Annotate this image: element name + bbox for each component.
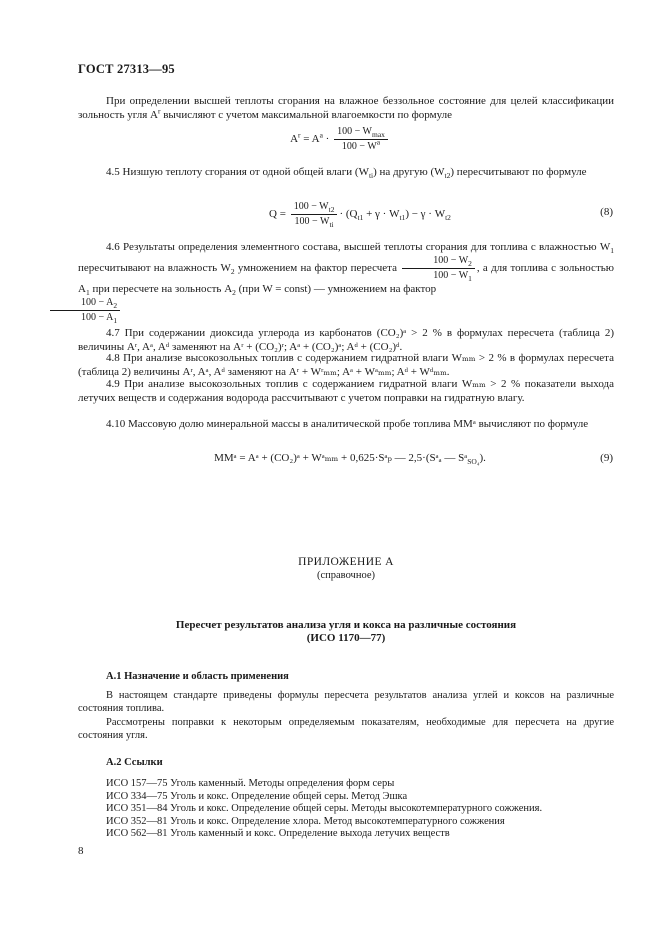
standard-header: ГОСТ 27313—95: [78, 62, 175, 76]
section-a2-title: А.2 Ссылки: [106, 757, 163, 768]
references-list: [106, 778, 542, 841]
formula-8: Q = $\frac{100 - W_{t2}}{100 - W_{ti}}$ · $(Q_{t1} + \gamma \cdot W_{t1}) - \gamma \cdot W_{t2}$: [269, 201, 451, 229]
paragraph-4-8: 4.8 При анализе высокозольных топлив с содержанием гидратной влаги Wₘₘ > 2 % в формулах пересчета (таблица 2) величины Aʳ, Aᵃ, Aᵈ заменяют на Aʳ + Wʳₘₘ; Aᵃ + Wᵃₘₘ; Aᵈ + Wᵈₘₘ.: [78, 352, 614, 378]
appendix-heading-iso: (ИСО 1170—77): [306, 632, 386, 644]
appendix-title: ПРИЛОЖЕНИЕ А: [298, 556, 394, 568]
intro-paragraph: При определении высшей теплоты сгорания на влажное беззольное состояние для целей классификации зольность угля $A^r$ вычисляют с учетом максимальной влагоемкости по формуле: [78, 95, 614, 121]
section-a1-title: А.1 Назначение и область применения: [106, 671, 289, 682]
reference-item: ИСО 352—81 Уголь и кокс. Определение хлора. Метод высокотемпературного сожжения: [106, 815, 505, 827]
paragraph-4-6: 4.6 Результаты определения элементного состава, высшей теплоты сгорания для топлива с влажностью $W_1$ пересчитывают на влажность $W_2$ умножением на фактор пересчета $\frac{100 - W_2}{100 - W_1}$ , а для топлива с зольностью $A_1$ при пересчете на зольность $A_2$ (при W = const) — умножением на фактор $\frac{100 - A_2}{100 - A_1}$: [78, 240, 614, 324]
page-number: 8: [78, 845, 84, 857]
paragraph-4-5: 4.5 Низшую теплоту сгорания от одной общей влаги $(W_{ti})$ на другую $(W_{t2})$ пересчитывают по формуле: [106, 166, 587, 181]
equation-number-9: (9): [600, 452, 613, 464]
reference-item: ИСО 351—84 Уголь и кокс. Определение общей серы. Методы высокотемпературного сожжения.: [106, 803, 543, 815]
section-a1-paragraph-1: В настоящем стандарте приведены формулы пересчета результатов анализа углей и коксов на различные состояния топлива.: [78, 690, 614, 714]
reference-item: ИСО 157—75 Уголь каменный. Методы определения форм серы: [106, 778, 395, 789]
paragraph-4-9: 4.9 При анализе высокозольных топлив с содержанием гидратной влаги Wₘₘ > 2 % показатели выхода летучих веществ и содержания водорода рассчитывают с учетом поправки на гидратную влагу.: [78, 378, 614, 404]
appendix-heading: Пересчет результатов анализа угля и кокса на различные состояния: [175, 619, 517, 631]
reference-item: ИСО 562—81 Уголь каменный и кокс. Определение выхода летучих веществ: [106, 828, 450, 840]
section-a1-paragraph-2: Рассмотрены поправки к некоторым определяемым показателям, необходимые для пересчета на другие состояния угля.: [78, 717, 614, 741]
appendix-subtitle: (справочное): [317, 570, 375, 581]
paragraph-4-7: 4.7 При содержании диоксида углерода из карбонатов (CO₂)ᵃ > 2 % в формулах пересчета (таблица 2) величины Aʳ, Aᵃ, Aᵈ заменяют на Aʳ + (CO₂)ʳ; Aᵃ + (CO₂)ᵃ; Aᵈ + (CO₂)ᵈ.: [78, 327, 614, 353]
formula-9: MMᵃ = Aᵃ + (CO₂)ᵃ + Wᵃₘₘ + 0,625·Sᵃₚ — 2,5·(Sᵃₐ — Sᵃ$_{SO_4}$).: [214, 452, 486, 467]
formula-ash-max-moisture: $A^r = A^a$ · $\frac{100 - W_{max}}{100 - W^a}$: [240, 126, 440, 153]
paragraph-4-10: 4.10 Массовую долю минеральной массы в аналитической пробе топлива MMᵃ вычисляют по формуле: [106, 418, 589, 430]
equation-number-8: (8): [600, 206, 613, 218]
reference-item: ИСО 334—75 Уголь и кокс. Определение общей серы. Метод Эшка: [106, 790, 408, 802]
